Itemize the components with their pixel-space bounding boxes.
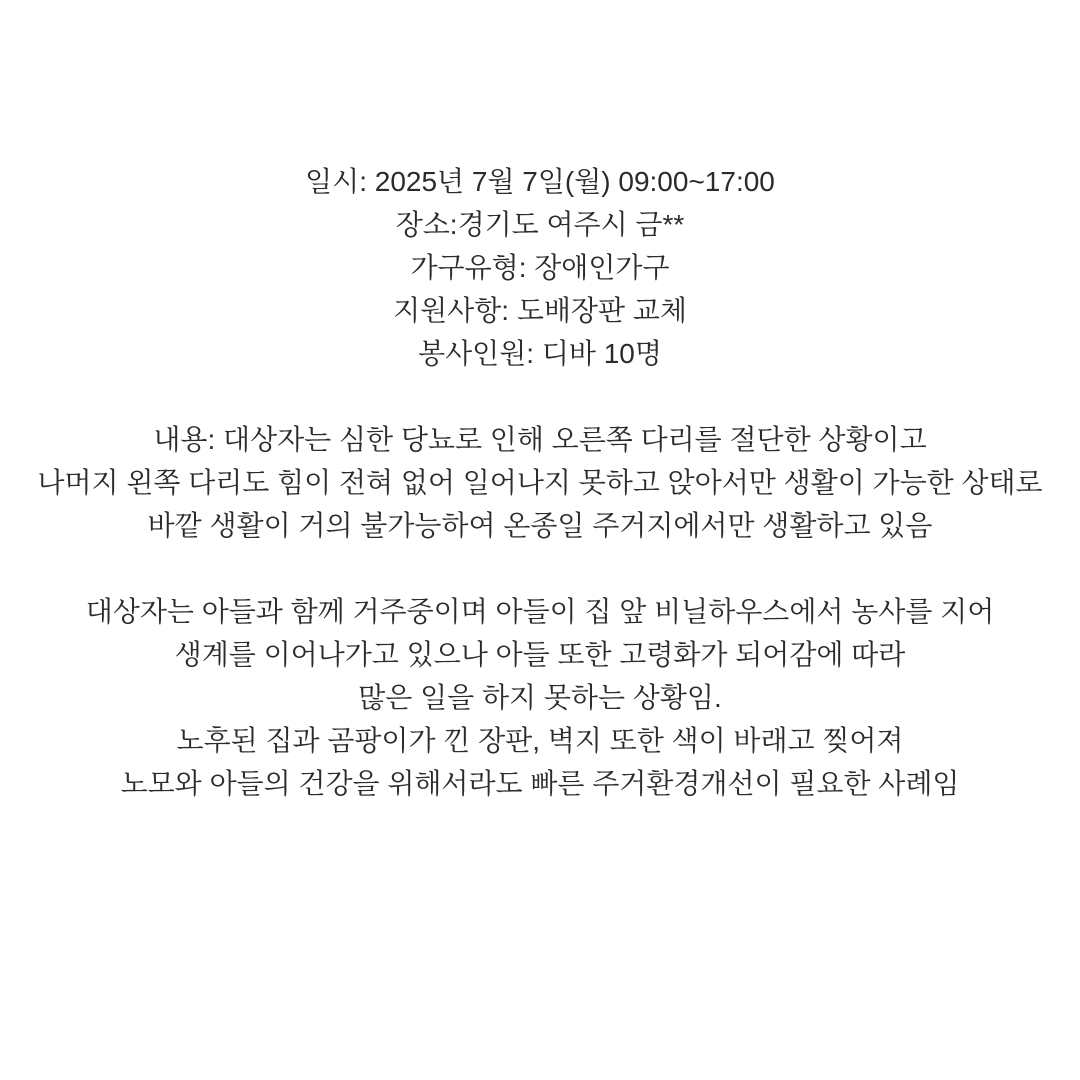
household-situation-line-1: 대상자는 아들과 함께 거주중이며 아들이 집 앞 비닐하우스에서 농사를 지어 bbox=[85, 596, 995, 627]
text-content bbox=[0, 160, 1080, 805]
case-description-line-1: 내용: 대상자는 심한 당뇨로 인해 오른쪽 다리를 절단한 상황이고 bbox=[153, 424, 927, 455]
paragraph-household-situation bbox=[0, 590, 1080, 805]
household-type-line: 가구유형: 장애인가구 bbox=[410, 252, 670, 283]
event-location-line: 장소:경기도 여주시 금** bbox=[395, 209, 685, 240]
household-situation-line-5: 노모와 아들의 건강을 위해서라도 빠른 주거환경개선이 필요한 사례임 bbox=[120, 768, 960, 799]
paragraph-event-details bbox=[0, 160, 1080, 375]
household-situation-line-3: 많은 일을 하지 못하는 상황임. bbox=[358, 682, 722, 713]
event-date-line: 일시: 2025년 7월 7일(월) 09:00~17:00 bbox=[305, 166, 775, 197]
case-description-line-3: 바깥 생활이 거의 불가능하여 온종일 주거지에서만 생활하고 있음 bbox=[147, 510, 933, 541]
volunteer-count-line: 봉사인원: 디바 10명 bbox=[418, 338, 662, 369]
household-situation-line-2: 생계를 이어나가고 있으나 아들 또한 고령화가 되어감에 따라 bbox=[174, 639, 906, 670]
case-description-line-2: 나머지 왼쪽 다리도 힘이 전혀 없어 일어나지 못하고 앉아서만 생활이 가능한 상태로 bbox=[37, 467, 1043, 498]
paragraph-case-description bbox=[0, 418, 1080, 547]
household-situation-line-4: 노후된 집과 곰팡이가 낀 장판, 벽지 또한 색이 바래고 찢어져 bbox=[176, 725, 904, 756]
support-item-line: 지원사항: 도배장판 교체 bbox=[393, 295, 687, 326]
